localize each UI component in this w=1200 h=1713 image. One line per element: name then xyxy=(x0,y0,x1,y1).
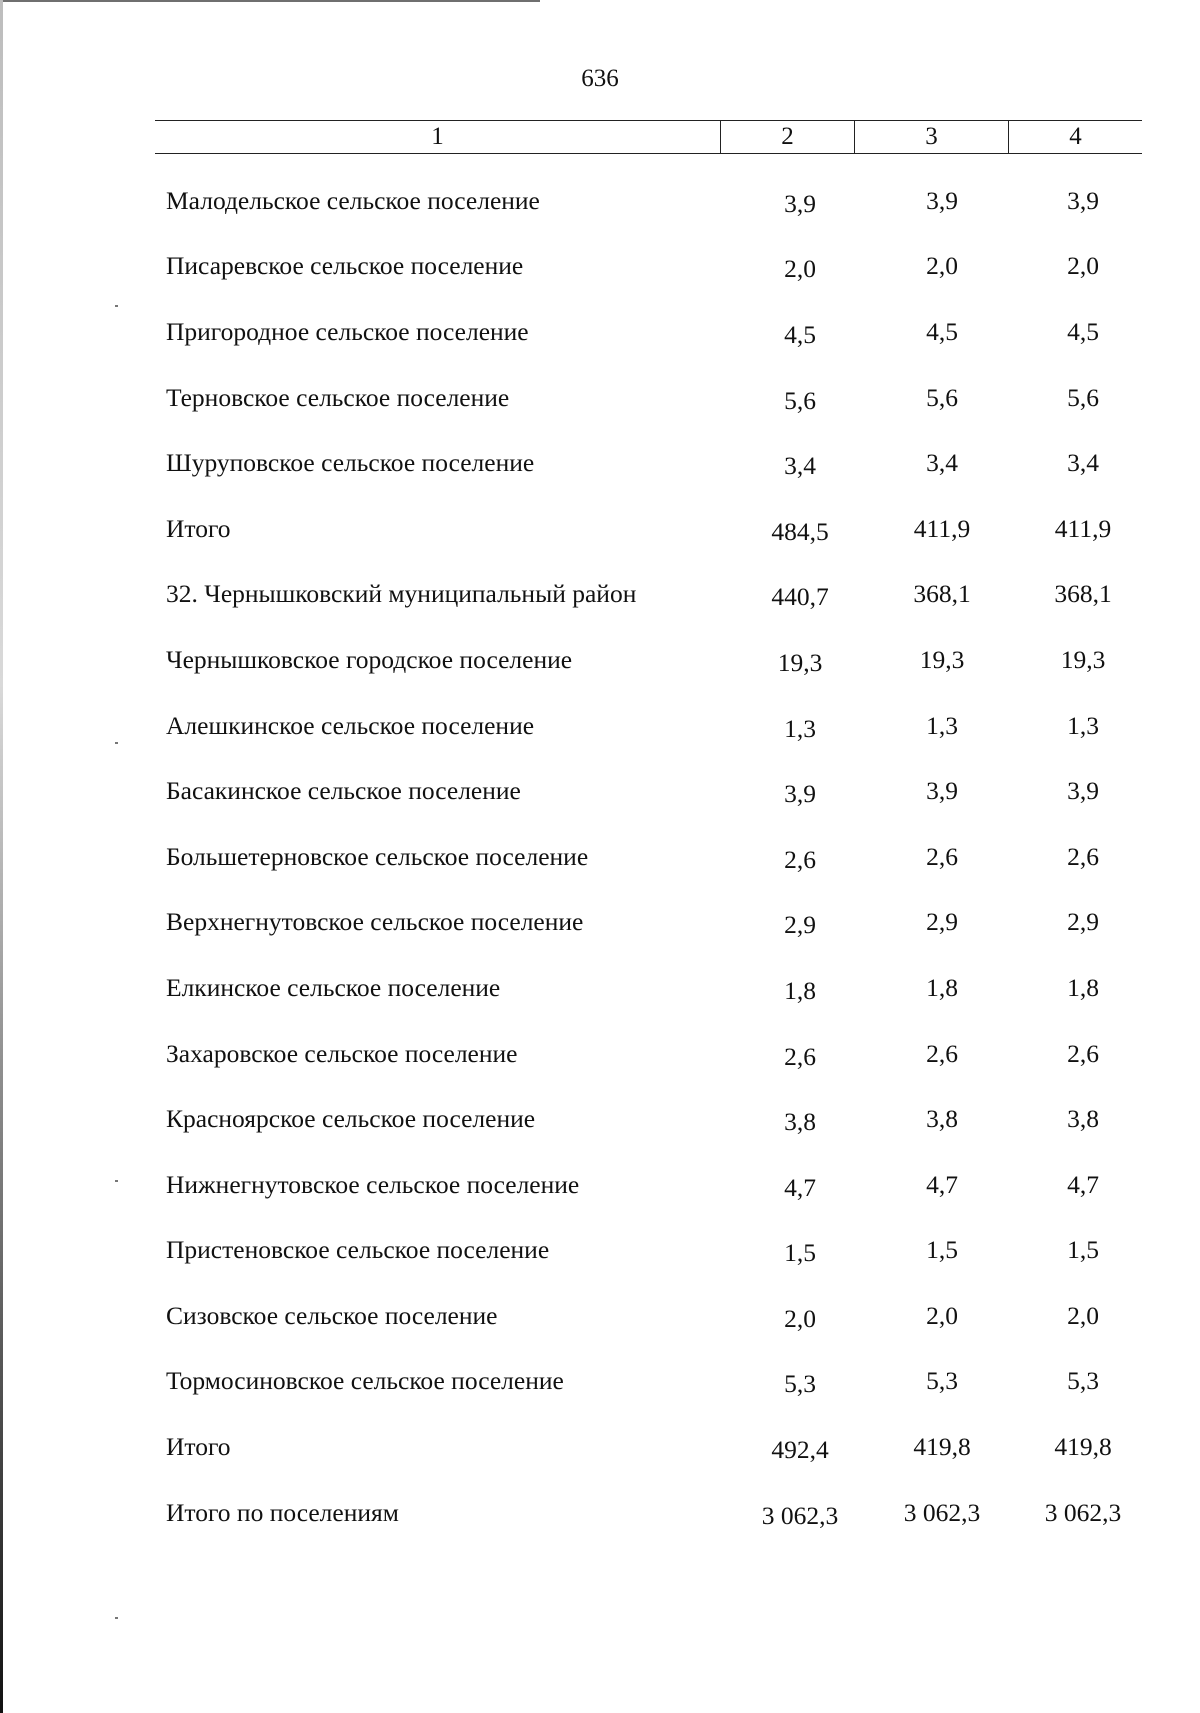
row-value-col2: 2,6 xyxy=(784,844,816,874)
row-value-col2: 2,9 xyxy=(784,910,816,940)
table-row xyxy=(166,955,1146,1021)
table-row xyxy=(166,168,1146,234)
row-value-col4: 419,8 xyxy=(1054,1432,1112,1462)
row-name-cell: Терновское сельское поселение xyxy=(166,382,510,412)
row-value-col2: 2,0 xyxy=(784,254,816,284)
row-value-col3: 411,9 xyxy=(913,513,971,543)
page-number: 636 xyxy=(581,65,619,92)
table-row xyxy=(166,1480,1146,1546)
row-value-col3: 368,1 xyxy=(913,579,971,609)
row-name-cell: Итого xyxy=(166,513,231,543)
row-value-col3: 1,8 xyxy=(926,972,958,1002)
table-row xyxy=(166,1021,1146,1087)
row-value-col3: 3,4 xyxy=(926,448,958,478)
table-row xyxy=(166,1283,1146,1349)
row-name-cell: Пригородное сельское поселение xyxy=(166,316,529,346)
scan-artifact-dot xyxy=(115,1617,118,1619)
row-value-col3: 2,6 xyxy=(926,1038,958,1068)
row-value-col2: 5,6 xyxy=(784,385,816,415)
row-name-cell: Писаревское сельское поселение xyxy=(166,251,524,281)
table-row xyxy=(166,824,1146,890)
row-value-col4: 3,9 xyxy=(1067,185,1099,215)
column-header-4: 4 xyxy=(1069,123,1082,150)
row-value-col2: 4,7 xyxy=(784,1172,816,1202)
row-value-col3: 3 062,3 xyxy=(903,1497,981,1527)
row-value-col2: 4,5 xyxy=(784,319,816,349)
row-value-col4: 1,8 xyxy=(1067,972,1099,1002)
row-value-col4: 3,8 xyxy=(1067,1104,1099,1134)
row-value-col4: 2,0 xyxy=(1067,1300,1099,1330)
row-value-col3: 1,5 xyxy=(926,1235,958,1265)
table-row xyxy=(166,627,1146,693)
table-header xyxy=(155,120,1142,154)
row-name-cell: Итого по поселениям xyxy=(166,1497,399,1527)
row-value-col3: 2,6 xyxy=(926,841,958,871)
row-value-col3: 1,3 xyxy=(926,710,958,740)
row-value-col2: 5,3 xyxy=(784,1369,816,1399)
row-value-col4: 1,3 xyxy=(1067,710,1099,740)
table-row xyxy=(166,1414,1146,1480)
table-row xyxy=(166,693,1146,759)
table-row xyxy=(166,430,1146,496)
row-value-col4: 3,9 xyxy=(1067,776,1099,806)
scan-artifact-dot xyxy=(115,1180,118,1182)
row-value-col3: 2,0 xyxy=(926,1300,958,1330)
table-row xyxy=(166,365,1146,431)
row-name-cell: Чернышковское городское поселение xyxy=(166,644,573,674)
row-name-cell: Итого xyxy=(166,1432,231,1462)
table-row xyxy=(166,890,1146,956)
table-row xyxy=(166,1086,1146,1152)
table-row xyxy=(166,496,1146,562)
column-header-1: 1 xyxy=(155,121,721,153)
scan-left-edge xyxy=(0,0,3,1713)
row-value-col3: 2,0 xyxy=(926,251,958,281)
row-name-cell: Малодельское сельское поселение xyxy=(166,185,540,215)
table-body xyxy=(166,168,1146,1545)
row-value-col4: 368,1 xyxy=(1054,579,1112,609)
table-row xyxy=(166,1218,1146,1284)
table-row xyxy=(166,299,1146,365)
row-value-col3: 3,9 xyxy=(926,776,958,806)
row-value-col2: 3,9 xyxy=(784,779,816,809)
row-name-cell: Шуруповское сельское поселение xyxy=(166,448,535,478)
column-header-2: 2 xyxy=(721,121,855,153)
row-value-col2: 1,3 xyxy=(784,713,816,743)
table-row xyxy=(166,1152,1146,1218)
row-value-col4: 2,9 xyxy=(1067,907,1099,937)
row-value-col4: 4,7 xyxy=(1067,1169,1099,1199)
row-value-col2: 2,0 xyxy=(784,1303,816,1333)
row-value-col4: 5,3 xyxy=(1067,1366,1099,1396)
row-name-cell: Елкинское сельское поселение xyxy=(166,972,501,1002)
row-value-col3: 3,8 xyxy=(926,1104,958,1134)
row-value-col2: 19,3 xyxy=(777,647,823,677)
row-value-col2: 3 062,3 xyxy=(761,1500,839,1530)
row-value-col3: 4,5 xyxy=(926,316,958,346)
row-value-col4: 4,5 xyxy=(1067,316,1099,346)
row-value-col3: 2,9 xyxy=(926,907,958,937)
row-value-col4: 3 062,3 xyxy=(1044,1497,1122,1527)
scan-top-border xyxy=(0,0,540,2)
row-value-col3: 3,9 xyxy=(926,185,958,215)
row-value-col2: 2,6 xyxy=(784,1041,816,1071)
row-value-col2: 3,4 xyxy=(784,451,816,481)
table-row xyxy=(166,758,1146,824)
row-name-cell: Алешкинское сельское поселение xyxy=(166,710,535,740)
row-value-col4: 2,6 xyxy=(1067,1038,1099,1068)
row-value-col4: 3,4 xyxy=(1067,448,1099,478)
row-value-col4: 2,6 xyxy=(1067,841,1099,871)
row-value-col2: 3,9 xyxy=(784,188,816,218)
row-name-cell: Красноярское сельское поселение xyxy=(166,1104,536,1134)
row-name-cell: Тормосиновское сельское поселение xyxy=(166,1366,564,1396)
row-name-cell: Захаровское сельское поселение xyxy=(166,1038,518,1068)
row-value-col2: 492,4 xyxy=(771,1435,829,1465)
table-row xyxy=(166,562,1146,628)
row-name-cell: Сизовское сельское поселение xyxy=(166,1300,498,1330)
table-row xyxy=(166,234,1146,300)
row-value-col4: 19,3 xyxy=(1060,644,1106,674)
column-header-3: 3 xyxy=(855,121,1009,153)
row-value-col4: 2,0 xyxy=(1067,251,1099,281)
row-name-cell: Верхнегнутовское сельское поселение xyxy=(166,907,584,937)
row-name-cell: Большетерновское сельское поселение xyxy=(166,841,589,871)
row-value-col3: 5,6 xyxy=(926,382,958,412)
row-name-cell: Басакинское сельское поселение xyxy=(166,776,521,806)
row-name-cell: 32. Чернышковский муниципальный район xyxy=(166,579,637,609)
row-value-col2: 1,5 xyxy=(784,1238,816,1268)
row-name-cell: Пристеновское сельское поселение xyxy=(166,1235,550,1265)
row-name-cell: Нижнегнутовское сельское поселение xyxy=(166,1169,580,1199)
row-value-col3: 5,3 xyxy=(926,1366,958,1396)
row-value-col4: 1,5 xyxy=(1067,1235,1099,1265)
row-value-col2: 1,8 xyxy=(784,975,816,1005)
row-value-col2: 484,5 xyxy=(771,516,829,546)
row-value-col4: 411,9 xyxy=(1054,513,1112,543)
table-row xyxy=(166,1349,1146,1415)
row-value-col2: 3,8 xyxy=(784,1107,816,1137)
row-value-col3: 4,7 xyxy=(926,1169,958,1199)
scan-artifact-dot xyxy=(115,305,118,307)
row-value-col2: 440,7 xyxy=(771,582,829,612)
scan-artifact-dot xyxy=(115,742,118,744)
row-value-col4: 5,6 xyxy=(1067,382,1099,412)
row-value-col3: 19,3 xyxy=(919,644,965,674)
row-value-col3: 419,8 xyxy=(913,1432,971,1462)
